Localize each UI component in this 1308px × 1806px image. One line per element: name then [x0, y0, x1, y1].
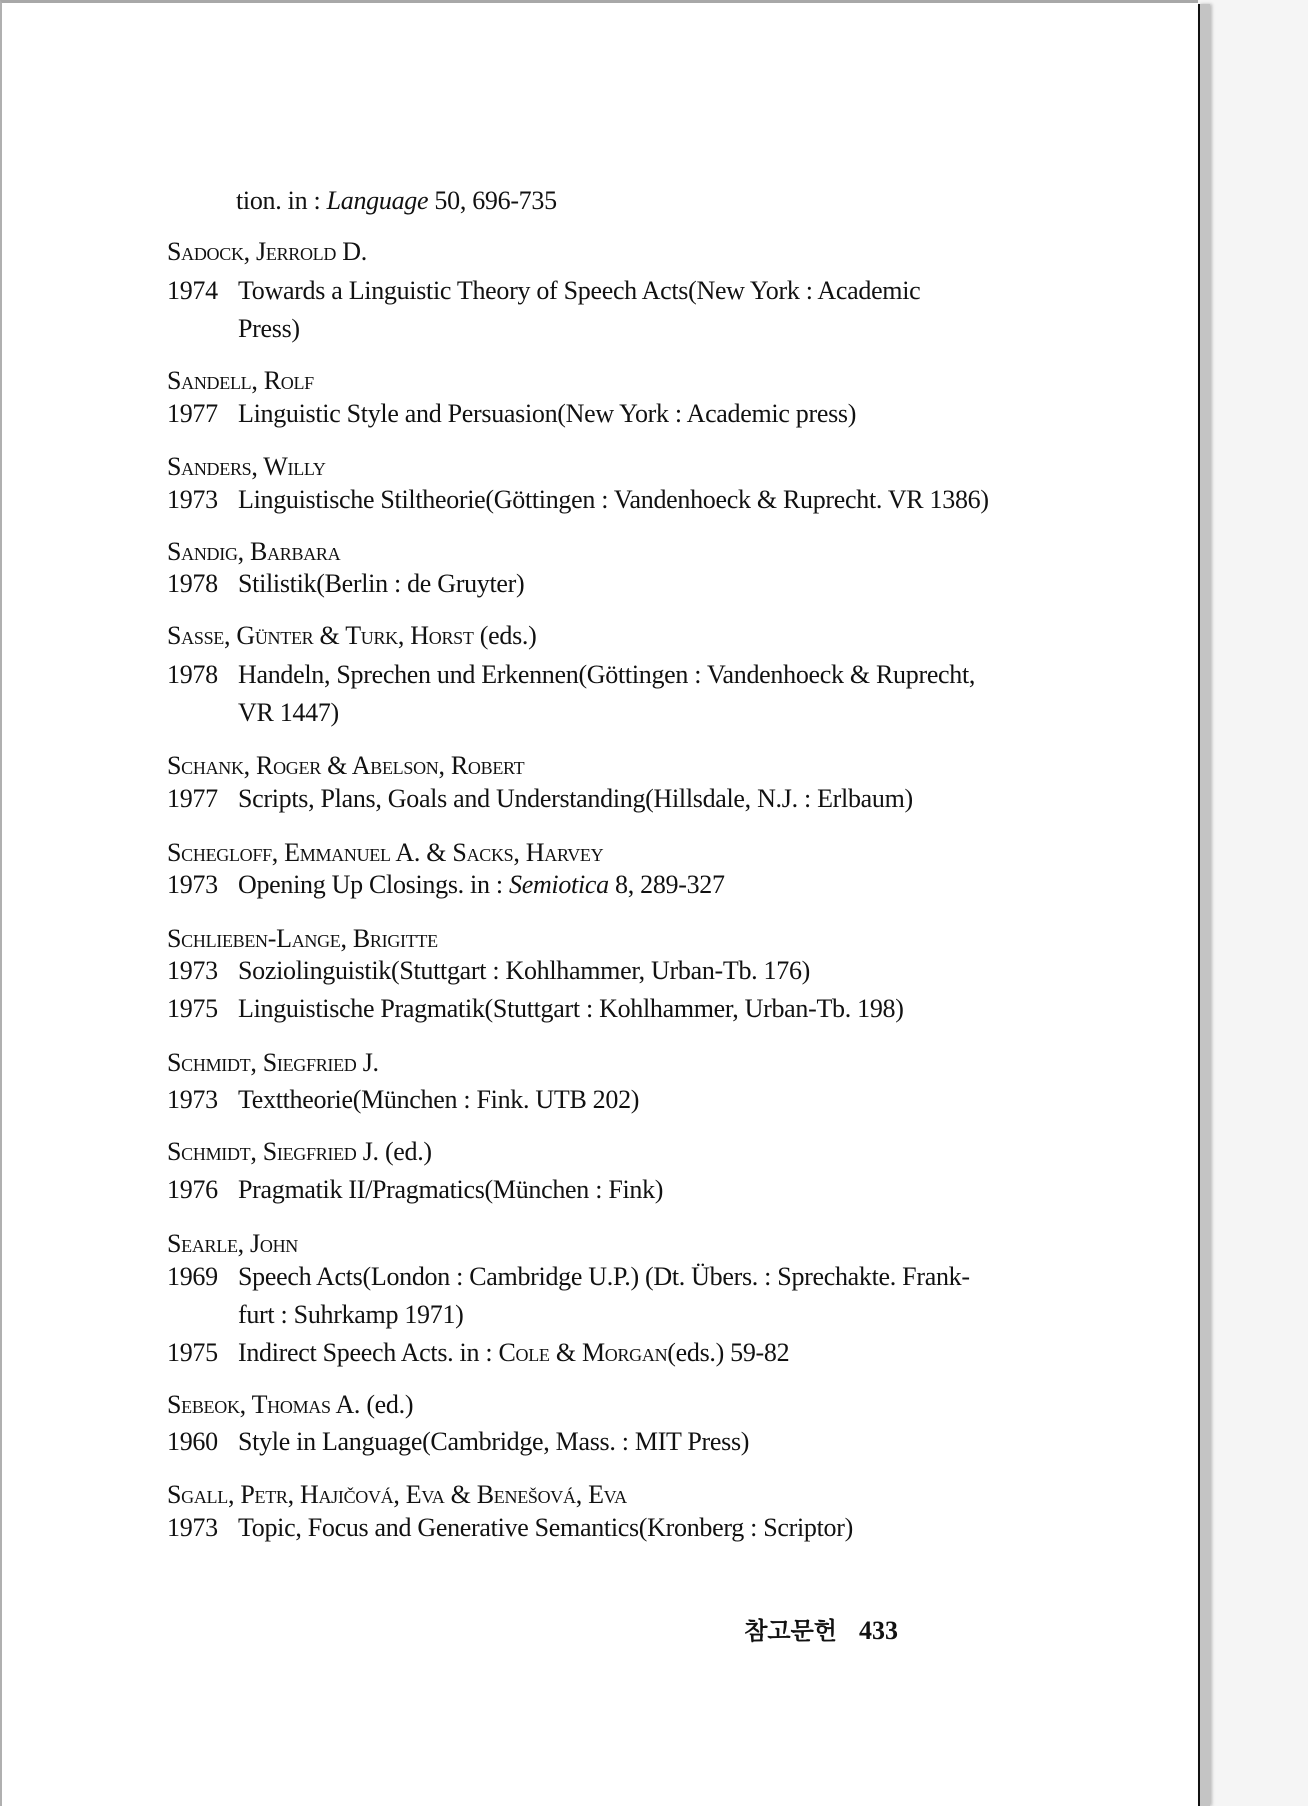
author-name: Schmidt, Siegfried J. [167, 1048, 379, 1077]
page-edge [1198, 4, 1210, 1806]
author-heading [167, 1048, 379, 1078]
author-name: Schegloff, Emmanuel A. & Sacks, Harvey [167, 838, 604, 867]
author-suffix: (eds.) [479, 621, 537, 650]
work-title-line [238, 314, 300, 344]
cited-authors: Cole & Morgan [498, 1338, 668, 1367]
author-heading [167, 1390, 413, 1420]
publication-year: 1978 [167, 569, 218, 598]
publication-year: 1975 [167, 1338, 218, 1367]
author-name: Sebeok, Thomas A. [167, 1390, 361, 1419]
page-footer [744, 1611, 898, 1646]
publication-year: 1960 [167, 1427, 218, 1456]
publication-year: 1969 [167, 1262, 218, 1291]
text: Towards a Linguistic Theory of Speech Acts(New York : Academic [238, 276, 921, 305]
text: Handeln, Sprechen und Erkennen(Göttingen : Vandenhoeck & Ruprecht, [238, 660, 976, 689]
work-title-line [238, 660, 975, 690]
author-heading [167, 537, 340, 567]
work-title-line [238, 1175, 663, 1205]
text: Speech Acts(London : Cambridge U.P.) (Dt. Übers. : Sprechakte. Frank- [238, 1262, 970, 1291]
author-name: Sasse, Günter & Turk, Horst [167, 621, 474, 650]
author-name: Sandig, Barbara [167, 537, 341, 566]
page-number: 433 [859, 1616, 898, 1645]
work-title-line [238, 1300, 464, 1330]
work-title-line [238, 994, 904, 1024]
publication-year: 1973 [167, 485, 218, 514]
author-name: Sanders, Willy [167, 452, 326, 481]
text: Style in Language(Cambridge, Mass. : MIT Press) [238, 1427, 750, 1456]
text: (eds.) 59-82 [667, 1338, 790, 1367]
work-title-line [238, 569, 524, 599]
author-name: Schmidt, Siegfried J. [167, 1137, 379, 1166]
publication-year: 1976 [167, 1175, 218, 1204]
text: Soziolinguistik(Stuttgart : Kohlhammer, Urban-Tb. 176) [238, 956, 811, 985]
text: 8, 289-327 [608, 870, 725, 899]
work-title-line [238, 399, 856, 429]
author-heading [167, 924, 438, 954]
journal-title: Semiotica [509, 870, 609, 899]
work-title-line [238, 276, 920, 306]
work-title-line [238, 784, 913, 814]
text: Pragmatik II/Pragmatics(München : Fink) [238, 1175, 664, 1204]
work-title-line [238, 1427, 749, 1457]
text: tion. in : [236, 186, 327, 215]
text: furt : Suhrkamp 1971) [238, 1300, 464, 1329]
text: Linguistische Stiltheorie(Göttingen : Vandenhoeck & Ruprecht. VR 1386) [238, 485, 989, 514]
text: Linguistic Style and Persuasion(New York : Academic press) [238, 399, 857, 428]
publication-year: 1977 [167, 784, 218, 813]
author-name: Schank, Roger & Abelson, Robert [167, 751, 525, 780]
text: Texttheorie(München : Fink. UTB 202) [238, 1085, 640, 1114]
publication-year: 1974 [167, 276, 218, 305]
author-name: Sadock, Jerrold D. [167, 237, 367, 266]
work-title-line [238, 1085, 639, 1115]
work-title-line [238, 485, 989, 515]
publication-year: 1977 [167, 399, 218, 428]
continuation-line [236, 186, 557, 216]
text: Scripts, Plans, Goals and Understanding(Hillsdale, N.J. : Erlbaum) [238, 784, 913, 813]
author-heading [167, 621, 536, 651]
work-title-line [238, 870, 725, 900]
publication-year: 1973 [167, 956, 218, 985]
author-heading [167, 237, 367, 267]
work-title-line [238, 1262, 970, 1292]
work-title-line [238, 698, 339, 728]
publication-year: 1975 [167, 994, 218, 1023]
publication-year: 1973 [167, 870, 218, 899]
author-suffix: (ed.) [366, 1390, 414, 1419]
author-heading [167, 1480, 627, 1510]
text: Indirect Speech Acts. in : [238, 1338, 499, 1367]
publication-year: 1978 [167, 660, 218, 689]
publication-year: 1973 [167, 1513, 218, 1542]
publication-year: 1973 [167, 1085, 218, 1114]
author-heading [167, 366, 314, 396]
author-suffix: (ed.) [384, 1137, 432, 1166]
text: Stilistik(Berlin : de Gruyter) [238, 569, 525, 598]
text: Opening Up Closings. in : [238, 870, 509, 899]
text: VR 1447) [238, 698, 339, 727]
section-title: 참고문헌 [744, 1617, 837, 1645]
author-heading [167, 751, 524, 781]
author-name: Sandell, Rolf [167, 366, 314, 395]
text: 50, 696-735 [428, 186, 557, 215]
work-title-line [238, 956, 810, 986]
author-heading [167, 452, 326, 482]
author-name: Searle, John [167, 1229, 298, 1258]
text: Topic, Focus and Generative Semantics(Kronberg : Scriptor) [238, 1513, 853, 1542]
journal-title: Language [326, 186, 429, 215]
author-heading [167, 1137, 432, 1167]
work-title-line [238, 1513, 853, 1543]
author-name: Schlieben-Lange, Brigitte [167, 924, 438, 953]
text: Press) [238, 314, 300, 343]
author-heading [167, 1229, 298, 1259]
author-name: Sgall, Petr, Hajičová, Eva & Benešová, Eva [167, 1480, 627, 1509]
author-heading [167, 838, 603, 868]
text: Linguistische Pragmatik(Stuttgart : Kohlhammer, Urban-Tb. 198) [238, 994, 904, 1023]
work-title-line [238, 1338, 789, 1368]
